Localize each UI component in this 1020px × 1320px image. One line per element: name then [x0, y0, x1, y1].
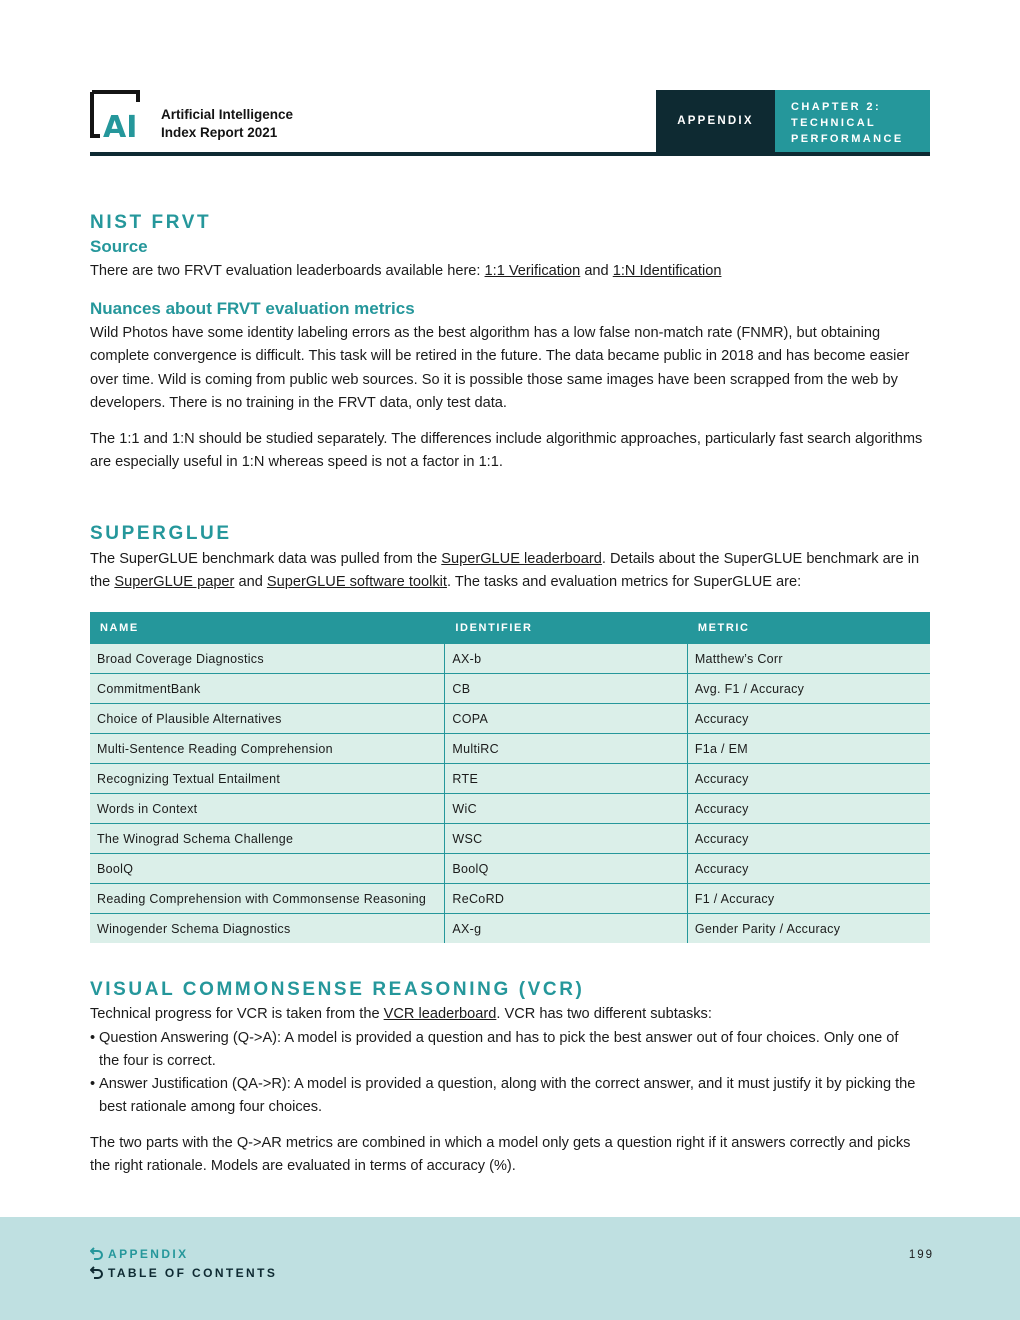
table-row [90, 884, 930, 914]
cell-metric: Accuracy [687, 764, 930, 794]
tab-chapter-line3: PERFORMANCE [791, 133, 904, 145]
vcr-bullet-1 [90, 1027, 920, 1074]
cell-identifier: ReCoRD [445, 884, 687, 914]
frvt-and: and [580, 263, 613, 279]
tab-appendix-label: APPENDIX [677, 115, 754, 127]
table-row [90, 644, 930, 674]
vcr-bullet-2-text: Answer Justification (QA->R): A model is provided a question, along with the correct answer, and it must justify it by picking the best rationale among four choices. [99, 1076, 916, 1116]
table-row [90, 704, 930, 734]
tab-chapter[interactable] [775, 90, 930, 152]
cell-identifier: AX-g [445, 914, 687, 944]
frvt-nuances-heading: Nuances about FRVT evaluation metrics [90, 299, 415, 318]
cell-name: BoolQ [90, 854, 445, 884]
footer-appendix-label: APPENDIX [108, 1247, 189, 1261]
report-title-line1: Artificial Intelligence [161, 107, 294, 122]
cell-name: Broad Coverage Diagnostics [90, 644, 445, 674]
frvt-source-text [90, 260, 930, 283]
page-header [90, 90, 930, 154]
cell-name: Words in Context [90, 794, 445, 824]
vcr-bullet-2 [90, 1073, 920, 1120]
page-footer [0, 1217, 1020, 1320]
cell-identifier: WSC [445, 824, 687, 854]
cell-identifier: AX-b [445, 644, 687, 674]
link-superglue-leaderboard[interactable]: SuperGLUE leaderboard [441, 551, 602, 567]
frvt-heading: NIST FRVT [90, 212, 212, 233]
cell-metric: Accuracy [687, 854, 930, 884]
cell-identifier: WiC [445, 794, 687, 824]
frvt-source-lead: There are two FRVT evaluation leaderboards available here: [90, 263, 485, 279]
frvt-source-heading: Source [90, 237, 148, 256]
tab-chapter-line1: CHAPTER 2: [791, 101, 882, 113]
table-row [90, 674, 930, 704]
superglue-intro-1: The SuperGLUE benchmark data was pulled from the [90, 551, 442, 567]
table-row [90, 824, 930, 854]
superglue-intro [90, 548, 930, 595]
ai-index-logo [90, 90, 148, 140]
cell-identifier: MultiRC [445, 734, 687, 764]
cell-metric: Matthew’s Corr [687, 644, 930, 674]
column-header-identifier: IDENTIFIER [445, 612, 687, 644]
footer-appendix-link[interactable] [90, 1247, 189, 1261]
logo-text: AI [103, 110, 138, 140]
cell-identifier: RTE [445, 764, 687, 794]
vcr-bullet-1-text: Question Answering (Q->A): A model is provided a question and has to pick the best answer out of four choices. Only one of the four is correct. [99, 1030, 899, 1070]
cell-name: CommitmentBank [90, 674, 445, 704]
link-vcr-leaderboard[interactable]: VCR leaderboard [383, 1006, 497, 1022]
cell-metric: Avg. F1 / Accuracy [687, 674, 930, 704]
footer-toc-link[interactable] [90, 1266, 277, 1280]
table-row [90, 764, 930, 794]
vcr-intro [90, 1003, 930, 1026]
vcr-heading: VISUAL COMMONSENSE REASONING (VCR) [90, 979, 585, 1000]
footer-toc-label: TABLE OF CONTENTS [108, 1266, 278, 1280]
cell-identifier: CB [445, 674, 687, 704]
cell-name: Multi-Sentence Reading Comprehension [90, 734, 445, 764]
vcr-paragraph: The two parts with the Q->AR metrics are combined in which a model only gets a question right if it answers correctly and picks the right rationale. Models are evaluated in terms of accuracy (%). [90, 1135, 911, 1175]
superglue-intro-3: and [234, 574, 267, 591]
cell-metric: F1a / EM [687, 734, 930, 764]
column-header-name: NAME [90, 612, 445, 644]
cell-metric: Accuracy [687, 704, 930, 734]
header-divider [90, 152, 930, 156]
cell-identifier: BoolQ [445, 854, 687, 884]
superglue-intro-4: . The tasks and evaluation metrics for SuperGLUE are: [446, 574, 802, 591]
cell-metric: F1 / Accuracy [687, 884, 930, 914]
cell-identifier: COPA [445, 704, 687, 734]
cell-name: The Winograd Schema Challenge [90, 824, 445, 854]
page-number: 199 [908, 1249, 934, 1261]
cell-metric: Accuracy [687, 794, 930, 824]
cell-name: Recognizing Textual Entailment [90, 764, 445, 794]
table-row [90, 854, 930, 884]
link-1to1-verification[interactable]: 1:1 Verification [484, 263, 581, 279]
link-superglue-paper[interactable]: SuperGLUE paper [114, 574, 235, 591]
return-arrow-icon [90, 1247, 103, 1260]
bullet-marker: • [90, 1030, 96, 1046]
cell-name: Choice of Plausible Alternatives [90, 704, 445, 734]
report-title-line2: Index Report 2021 [161, 125, 278, 140]
vcr-intro-1: Technical progress for VCR is taken from the [90, 1006, 384, 1022]
superglue-intro-2: . Details about the SuperGLUE benchmark are in the [90, 551, 920, 591]
link-superglue-toolkit[interactable]: SuperGLUE software toolkit [266, 574, 447, 591]
cell-metric: Gender Parity / Accuracy [687, 914, 930, 944]
link-1toN-identification[interactable]: 1:N Identification [612, 263, 722, 279]
frvt-paragraph-2: The 1:1 and 1:N should be studied separately. The differences include algorithmic approaches, particularly fast search algorithms are especially useful in 1:N whereas speed is not a factor in 1:1. [90, 431, 923, 471]
bullet-marker: • [90, 1076, 96, 1092]
report-title [161, 106, 293, 142]
return-arrow-icon [90, 1266, 103, 1279]
table-row [90, 734, 930, 764]
frvt-paragraph-1: Wild Photos have some identity labeling errors as the best algorithm has a low false non-match rate (FNMR), but obtaining complete convergence is difficult. This task will be retired in the future. The data became public in 2018 and has become easier over time. Wild is coming from public web sources. So it is possible those same images have been scrapped from the web by developers. There is no training in the FRVT data, only test data. [90, 325, 910, 412]
cell-metric: Accuracy [687, 824, 930, 854]
tab-chapter-line2: TECHNICAL [791, 117, 877, 129]
table-row [90, 794, 930, 824]
table-header-row [90, 612, 930, 644]
table-row [90, 914, 930, 944]
cell-name: Winogender Schema Diagnostics [90, 914, 445, 944]
tab-appendix[interactable] [656, 90, 775, 152]
vcr-intro-2: . VCR has two different subtasks: [496, 1006, 712, 1022]
superglue-heading: SUPERGLUE [90, 523, 232, 544]
superglue-table [90, 612, 930, 943]
cell-name: Reading Comprehension with Commonsense Reasoning [90, 884, 445, 914]
column-header-metric: METRIC [687, 612, 930, 644]
